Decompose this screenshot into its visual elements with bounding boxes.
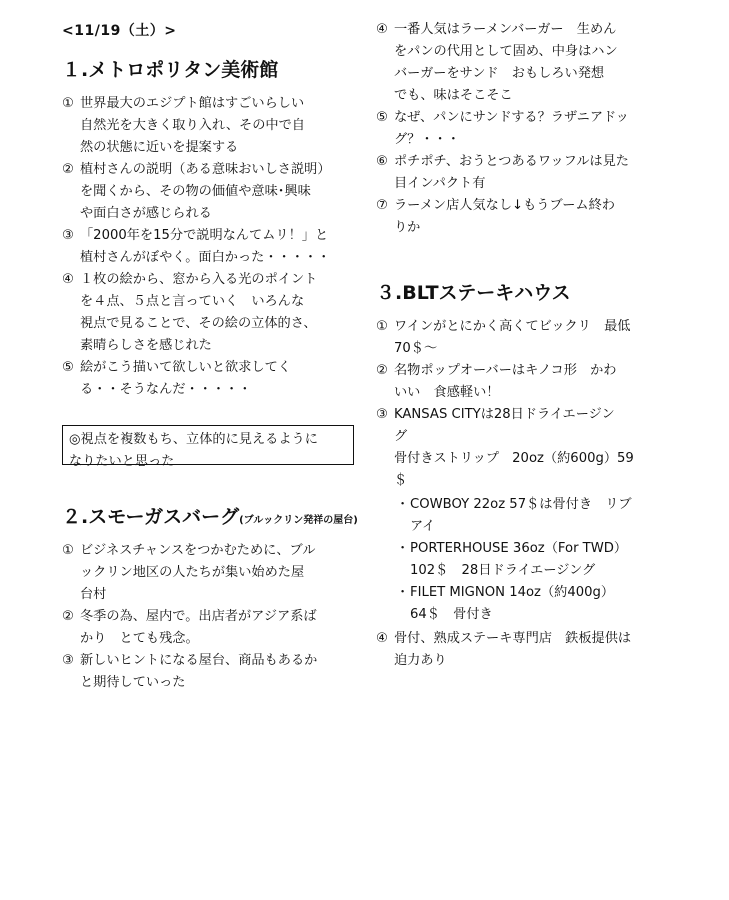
item-text: 名物ポップオーバーはキノコ形 かわ いい 食感軽い！ <box>394 363 617 400</box>
section1-item-3 <box>62 225 362 269</box>
section2-item-6 <box>376 151 676 195</box>
item-marker: ② <box>62 609 74 624</box>
section3-cut-cowboy <box>376 494 676 538</box>
section2-subtitle: (ブルックリン発祥の屋台) <box>239 515 358 526</box>
item-text: 絵がこう描いて欲しいと欲求してく る・・そうなんだ・・・・・ <box>80 360 291 397</box>
section3-title: ３.BLTステーキハウス <box>376 282 571 304</box>
item-marker: ③ <box>62 228 74 243</box>
item-marker: ④ <box>376 631 388 646</box>
conclusion-note-box: ◎視点を複数もち、立体的に見えるように なりたいと思った <box>62 425 354 465</box>
item-text: PORTERHOUSE 36oz（For TWD） 102＄ 28日ドライエージング <box>410 541 628 578</box>
section3-item-4 <box>376 628 676 672</box>
item-text: ポチポチ、おうとつあるワッフルは見た 目インパクト有 <box>394 154 629 191</box>
bullet-marker: ・ <box>396 497 410 512</box>
item-marker: ② <box>62 162 74 177</box>
item-marker: ④ <box>62 272 74 287</box>
section3-item-1 <box>376 316 676 360</box>
item-text: ビジネスチャンスをつかむために、ブル ックリン地区の人たちが集い始めた屋 台村 <box>80 543 316 602</box>
item-text: ワインがとにかく高くてビックリ 最低 70＄～ <box>394 319 631 356</box>
bullet-marker: ・ <box>396 585 410 600</box>
item-marker: ⑦ <box>376 198 388 213</box>
item-marker: ⑥ <box>376 154 388 169</box>
section1-item-4 <box>62 269 362 357</box>
item-marker: ① <box>62 96 74 111</box>
item-marker: ① <box>62 543 74 558</box>
item-text: 一番人気はラーメンバーガー 生めん をパンの代用として固め、中身はハン バーガーをサンド おもしろい発想 でも、味はそこそこ <box>394 22 618 103</box>
item-marker: ④ <box>376 22 388 37</box>
bullet-marker: ・ <box>396 541 410 556</box>
item-text: 新しいヒントになる屋台、商品もあるか と期待していった <box>80 653 318 690</box>
item-text: １枚の絵から、窓から入る光のポイント を４点、５点と言っていく いろんな 視点で見ることで、その絵の立体的さ、 素晴らしさを感じれた <box>80 272 318 353</box>
section2-item-1 <box>62 540 362 606</box>
section1-item-1 <box>62 93 362 159</box>
page-date: <11/19（土）> <box>62 23 177 39</box>
section1-title: １.メトロポリタン美術館 <box>62 59 279 81</box>
item-text: ラーメン店人気なし↓もうブーム終わ りか <box>394 198 615 235</box>
item-marker: ⑤ <box>62 360 74 375</box>
item-marker: ③ <box>62 653 74 668</box>
section2-title <box>62 502 358 529</box>
item-text: KANSAS CITYは28日ドライエージン グ 骨付きストリップ 20oz（約600g）59 ＄ <box>394 407 634 488</box>
section2-item-7 <box>376 195 676 239</box>
item-marker: ③ <box>376 407 388 422</box>
section1-item-2 <box>62 159 362 225</box>
item-text: 骨付、熟成ステーキ専門店 鉄板提供は 迫力あり <box>394 631 632 668</box>
section3-item-3 <box>376 404 676 492</box>
section3-cut-porterhouse <box>376 538 676 582</box>
item-text: 世界最大のエジプト館はすごいらしい 自然光を大きく取り入れ、その中で自 然の状態に近いを提案する <box>80 96 305 155</box>
item-text: COWBOY 22oz 57＄は骨付き リブ アイ <box>410 497 632 534</box>
section2-item-2 <box>62 606 362 650</box>
section3-cut-filet-mignon <box>376 582 676 626</box>
item-text: FILET MIGNON 14oz（約400g） 64＄ 骨付き <box>410 585 615 622</box>
section3-item-2 <box>376 360 676 404</box>
section2-item-3 <box>62 650 362 694</box>
item-text: 冬季の為、屋内で。出店者がアジア系ば かり とても残念。 <box>80 609 317 646</box>
item-marker: ⑤ <box>376 110 388 125</box>
item-marker: ② <box>376 363 388 378</box>
item-marker: ① <box>376 319 388 334</box>
item-text: 植村さんの説明（ある意味おいしさ説明） を聞くから、その物の価値や意味･興味 や面白さが感じられる <box>80 162 331 221</box>
section2-title-text: ２.スモーガスバーグ <box>62 506 240 528</box>
section2-item-5 <box>376 107 676 151</box>
section1-item-5 <box>62 357 362 401</box>
section2-item-4 <box>376 19 676 107</box>
item-text: 「2000年を15分で説明なんてムリ！」と 植村さんがぼやく。面白かった・・・・・ <box>80 228 331 265</box>
item-text: なぜ、パンにサンドする？ラザニアドッ グ？・・・ <box>394 110 629 147</box>
